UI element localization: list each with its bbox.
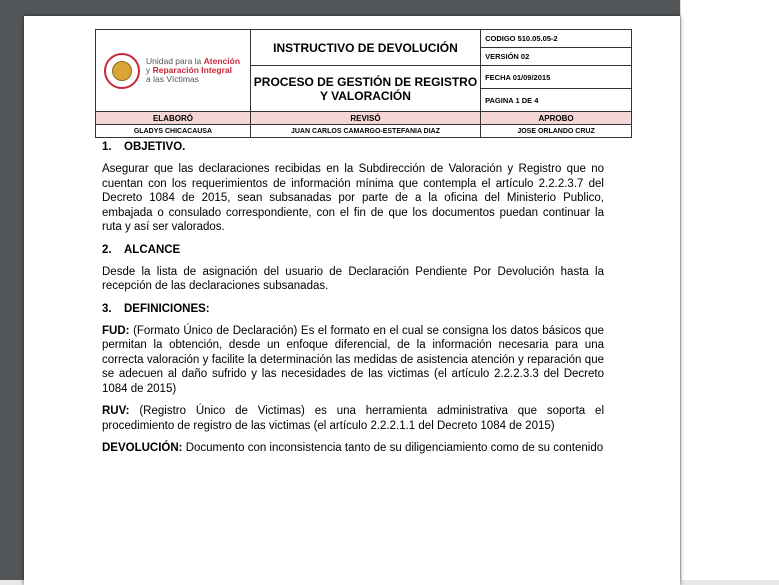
name-reviso: JUAN CARLOS CAMARGO-ESTEFANIA DIAZ (250, 125, 480, 138)
document-date: FECHA 01/09/2015 (481, 66, 632, 89)
definition-fud: FUD: (Formato Único de Declaración) Es el formato en el cual se consigna los datos básicos que permitan la obtención, desde un enfoque diferencial, de la información necesaria para una correcta valoración y facilite la determinación las medidas de asistencia atención y reparación que se adecuen al daño sufrido y las necesidades de las victimas (el artículo 2.2.2.3.3 del Decreto 1084 de 2015) (102, 324, 604, 395)
document-title: INSTRUCTIVO DE DEVOLUCIÓN (250, 30, 480, 66)
document-version: VERSIÓN 02 (481, 48, 632, 66)
section-heading-definiciones: 3. DEFINICIONES: (102, 302, 210, 315)
section-heading-objetivo: 1. OBJETIVO. (102, 141, 186, 153)
process-name: PROCESO DE GESTIÓN DE REGISTRO Y VALORACIÓN (250, 66, 480, 112)
document-body (102, 140, 604, 464)
role-aprobo: APROBO (481, 112, 632, 125)
logo-cell (96, 30, 251, 112)
role-elaboro: ELABORÓ (96, 112, 251, 125)
organization-logo (96, 53, 250, 89)
document-code: CODIGO 510.05.05-2 (481, 30, 632, 48)
section-heading-alcance: 2. ALCANCE (102, 243, 181, 256)
document-header-table (95, 29, 632, 138)
logo-text: Unidad para la Atención y Reparación Integral a las Víctimas (146, 56, 241, 84)
page-indicator: PAGINA 1 DE 4 (481, 89, 632, 112)
role-reviso: REVISÓ (250, 112, 480, 125)
definition-ruv: RUV: (Registro Único de Victimas) es una herramienta administrativa que soporta el procedimiento de registro de las victimas (el artículo 2.2.2.1.1 del Decreto 1084 de 2015) (102, 405, 604, 432)
viewer-side-pane (680, 0, 779, 585)
name-elaboro: GLADYS CHICACAUSA (96, 125, 251, 138)
definition-devolucion: DEVOLUCIÓN: Documento con inconsistencia tanto de su diligenciamiento como de su contenido (102, 442, 604, 454)
paragraph-alcance: Desde la lista de asignación del usuario de Declaración Pendiente Por Devolución hasta la recepción de las declaraciones subsanadas. (102, 265, 604, 292)
coat-of-arms-icon (104, 53, 140, 89)
name-aprobo: JOSE ORLANDO CRUZ (481, 125, 632, 138)
paragraph-objetivo: Asegurar que las declaraciones recibidas en la Subdirección de Valoración y Registro que no cuentan con los requerimientos de información mínima que contempla el artículo 2.2.2.3.7 del Decreto 1084 de 2015, sean subsanadas por parte de a la oficina del Ministerio Publico, embajada o consulado correspondiente, con el fin de que los documentos puedan continuar la ruta y así ser valorados. (102, 163, 604, 233)
document-page (24, 16, 680, 585)
